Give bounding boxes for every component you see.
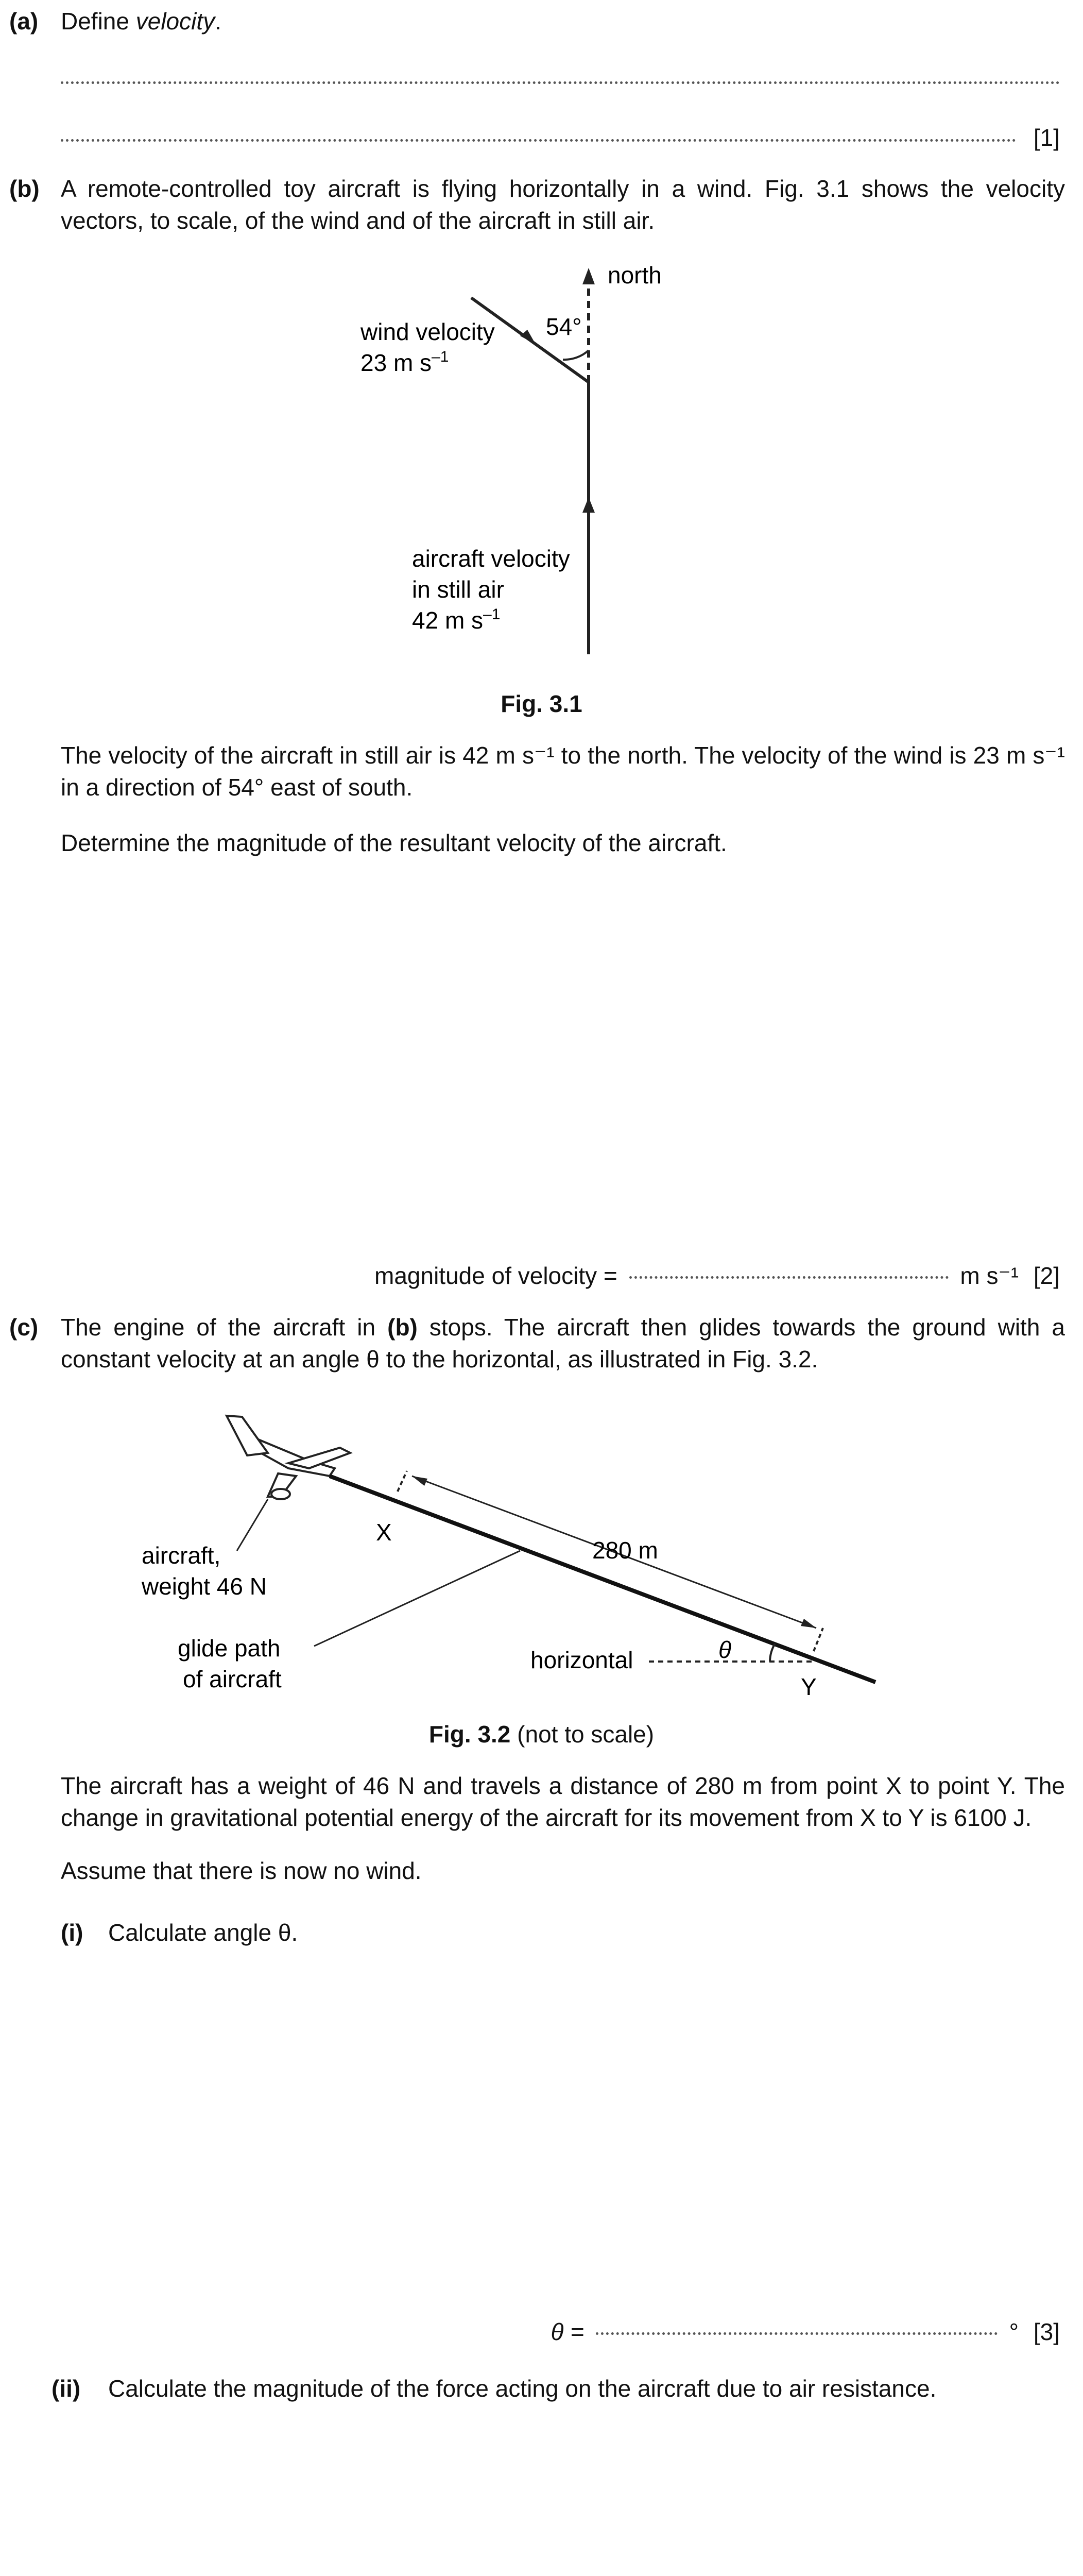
wind-label-1: wind velocity <box>360 318 495 345</box>
marks-c-i: [3] <box>1033 2318 1060 2345</box>
intro-text-2: stops. The aircraft then glides towards the ground with a constant velocity at an angle θ to the horizontal, as illustrated in Fig. 3.2. <box>61 1314 1065 1372</box>
answer-b-label: magnitude of velocity = <box>374 1262 617 1289</box>
part-b-text-2: Determine the magnitude of the resultant velocity of the aircraft. <box>61 829 727 856</box>
intro-ref: (b) <box>387 1314 418 1341</box>
answer-line-a1[interactable] <box>61 81 1060 84</box>
part-c-text-1: The aircraft has a weight of 46 N and travels a distance of 280 m from point X to point Y. The change in gravitational potential energy of the aircraft for its movement from X to Y is 6100 J. <box>61 1772 1065 1831</box>
marks-a: [1] <box>1033 124 1060 151</box>
part-c-i-label: (i) <box>61 1919 83 1946</box>
aircraft-label-3: 42 m $s^{-1}$ <box>412 606 501 634</box>
marks-b: [2] <box>1033 1262 1060 1289</box>
part-b-intro: A remote-controlled toy aircraft is flying horizontally in a wind. Fig. 3.1 shows the velocity vectors, to scale, of the wind and of the aircraft in still air. <box>61 175 1065 234</box>
fig-3-1-caption: Fig. 3.1 <box>501 690 582 717</box>
x-tick <box>398 1471 407 1492</box>
glide-pointer <box>314 1551 520 1646</box>
part-c-intro <box>61 1311 1065 1375</box>
glide-label-2: of aircraft <box>183 1666 282 1692</box>
aircraft-drawing <box>227 1416 350 1499</box>
part-c-ii-label: (ii) <box>51 2375 81 2402</box>
caption-rest: (not to scale) <box>517 1721 655 1748</box>
theta-label: θ <box>718 1636 731 1663</box>
intro-text: The engine of the aircraft in <box>61 1314 376 1341</box>
answer-c-i-line[interactable] <box>596 2332 998 2335</box>
answer-line-a2[interactable] <box>61 139 1016 142</box>
answer-b[interactable] <box>374 1260 1060 1292</box>
distance-label: 280 m <box>592 1537 658 1564</box>
answer-b-unit: m s⁻¹ <box>960 1262 1019 1289</box>
wind-vector-arrow <box>520 330 536 344</box>
aircraft-vector-arrow <box>582 497 595 513</box>
answer-c-i-unit: ° <box>1009 2318 1019 2345</box>
fig-3-1 <box>0 247 1083 659</box>
wind-label-2: 23 m $s^{-1}$ <box>360 348 449 376</box>
horizontal-label: horizontal <box>530 1647 633 1673</box>
north-arrowhead <box>582 268 595 284</box>
theta-arc <box>770 1643 775 1662</box>
part-a-label: (a) <box>9 8 39 35</box>
glide-label-1: glide path <box>178 1635 281 1662</box>
part-a-prompt <box>61 5 221 37</box>
angle-arc <box>563 350 589 360</box>
aircraft-label-1: aircraft, <box>142 1542 221 1569</box>
caption-bold: Fig. 3.2 <box>428 1721 511 1748</box>
prompt-end: . <box>215 8 221 35</box>
aircraft-label-2: in still air <box>412 576 504 603</box>
fig-3-2-caption <box>0 1718 1083 1750</box>
y-label: Y <box>801 1673 817 1700</box>
angle-label: 54° <box>546 313 582 340</box>
prompt-text: Define <box>61 8 129 35</box>
part-c-ii-prompt: Calculate the magnitude of the force acting on the aircraft due to air resistance. <box>108 2375 937 2402</box>
prompt-italic: velocity <box>135 8 215 35</box>
part-c-text-2: Assume that there is now no wind. <box>61 1857 422 1884</box>
part-b-text-1: The velocity of the aircraft in still air is 42 m s⁻¹ to the north. The velocity of the wind is 23 m s⁻¹ in a direction of 54° east of south. <box>61 742 1065 801</box>
y-tick <box>814 1628 823 1651</box>
x-label: X <box>376 1519 392 1546</box>
part-b-label: (b) <box>9 175 40 202</box>
aircraft-label-2: weight 46 N <box>142 1573 267 1600</box>
aircraft-label-1: aircraft velocity <box>412 545 570 572</box>
answer-c-i[interactable] <box>551 2316 1060 2348</box>
answer-b-line[interactable] <box>629 1276 949 1279</box>
part-c-label: (c) <box>9 1314 39 1341</box>
fig-3-2 <box>0 1386 1083 1705</box>
answer-c-i-label: θ = <box>551 2318 585 2345</box>
north-label: north <box>608 262 662 289</box>
aircraft-pointer <box>237 1499 268 1551</box>
part-c-i-prompt: Calculate angle θ. <box>108 1919 298 1946</box>
